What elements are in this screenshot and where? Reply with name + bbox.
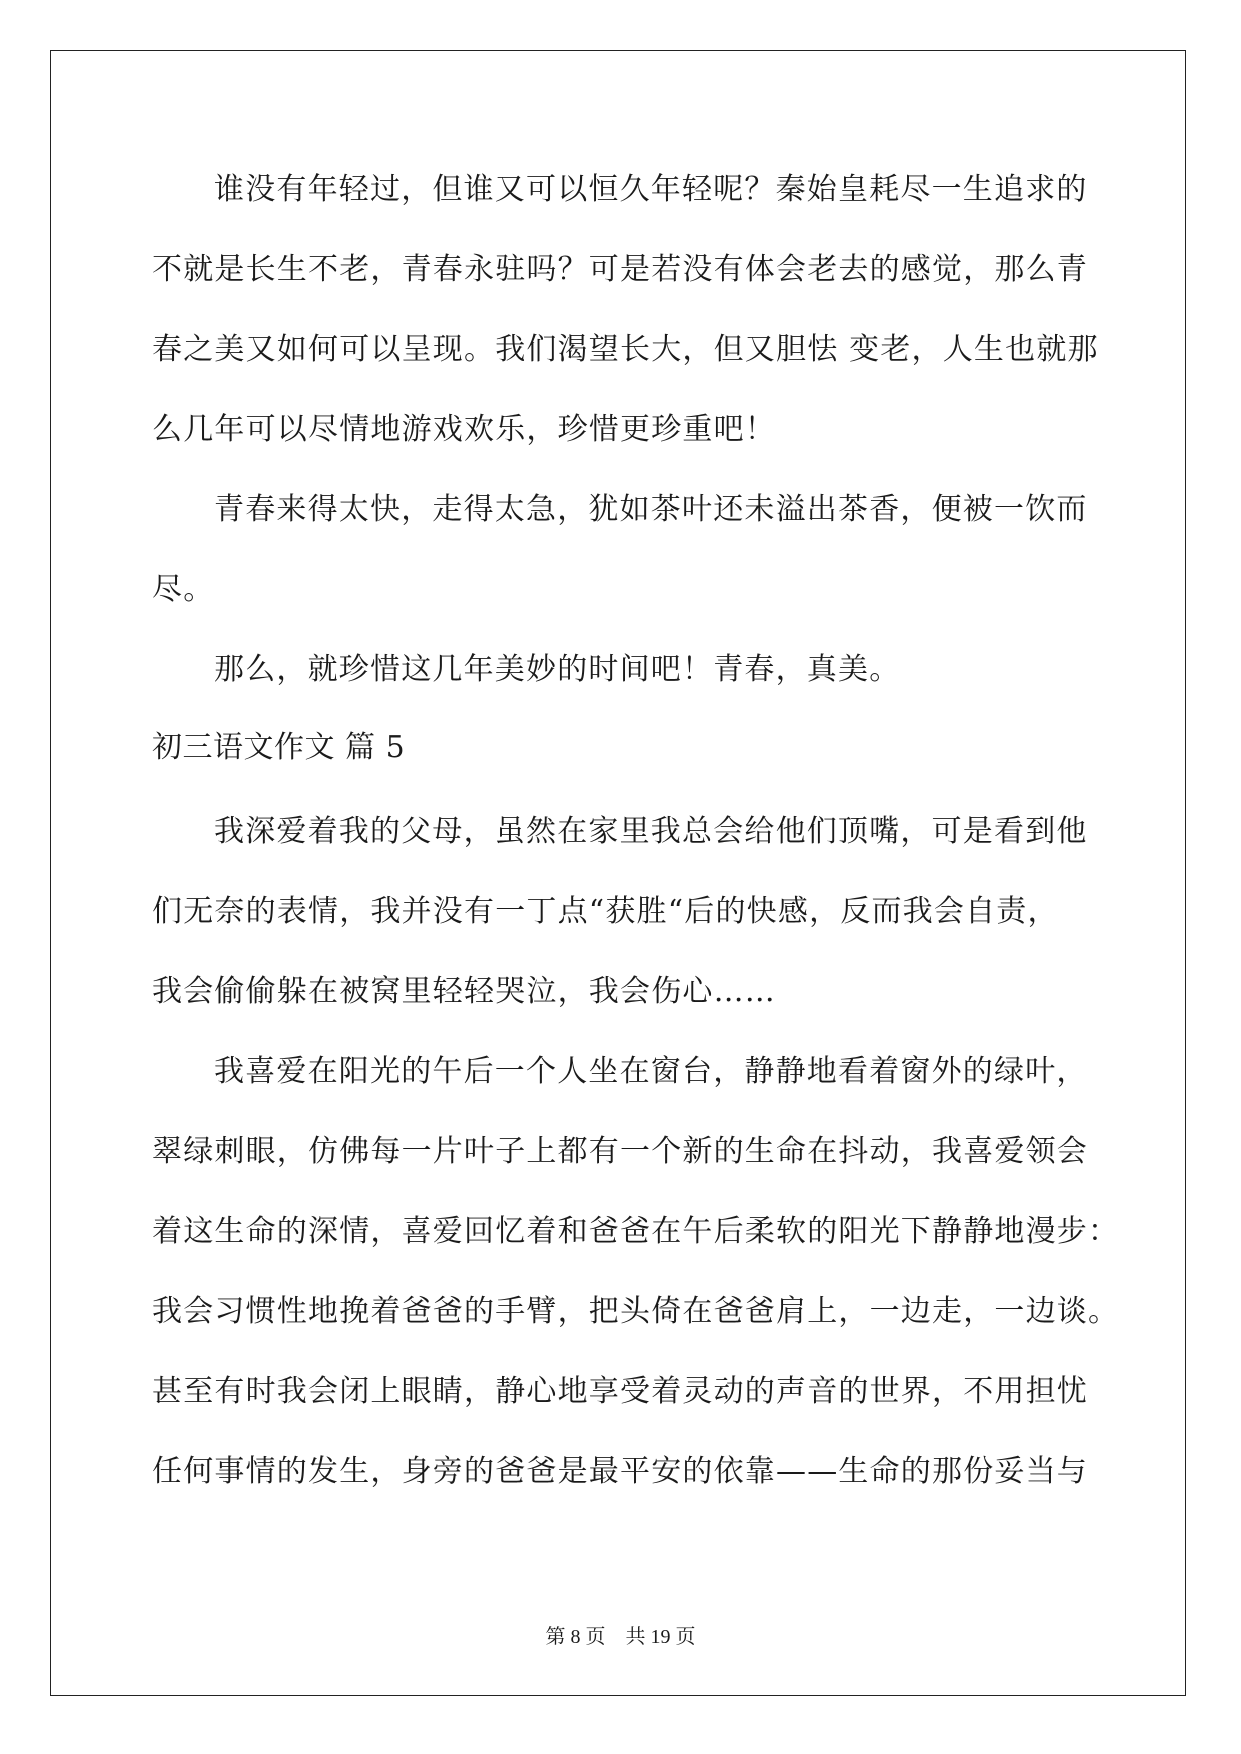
text-line: 么几年可以尽情地游戏欢乐，珍惜更珍重吧！	[152, 412, 776, 447]
page-border	[50, 50, 1186, 1696]
text-line: 翠绿刺眼，仿佛每一片叶子上都有一个新的生命在抖动，我喜爱领会	[152, 1134, 1088, 1169]
text-line: 我会习惯性地挽着爸爸的手臂，把头倚在爸爸肩上，一边走，一边谈。	[152, 1294, 1120, 1329]
text-line: 任何事情的发生，身旁的爸爸是最平安的依靠——生命的那份妥当与	[152, 1454, 1088, 1489]
text-line: 我深爱着我的父母，虽然在家里我总会给他们顶嘴，可是看到他	[214, 814, 1088, 849]
text-line: 不就是长生不老，青春永驻吗？可是若没有体会老去的感觉，那么青	[152, 252, 1088, 287]
text-line: 我喜爱在阳光的午后一个人坐在窗台，静静地看着窗外的绿叶，	[214, 1054, 1088, 1089]
text-line: 们无奈的表情，我并没有一丁点“获胜“后的快感，反而我会自责，	[152, 894, 1059, 929]
text-line: 那么，就珍惜这几年美妙的时间吧！青春，真美。	[214, 652, 901, 687]
text-line: 谁没有年轻过，但谁又可以恒久年轻呢？秦始皇耗尽一生追求的	[214, 172, 1088, 207]
section-heading: 初三语文作文 篇 5	[152, 730, 406, 765]
text-line: 我会偷偷躲在被窝里轻轻哭泣，我会伤心……	[152, 974, 776, 1009]
text-line: 甚至有时我会闭上眼睛，静心地享受着灵动的声音的世界，不用担忧	[152, 1374, 1088, 1409]
text-line: 着这生命的深情，喜爱回忆着和爸爸在午后柔软的阳光下静静地漫步：	[152, 1214, 1120, 1249]
text-line: 春之美又如何可以呈现。我们渴望长大，但又胆怯 变老，人生也就那	[152, 332, 1099, 367]
text-line: 尽。	[152, 572, 215, 607]
text-line: 青春来得太快，走得太急，犹如茶叶还未溢出茶香，便被一饮而	[214, 492, 1088, 527]
page-number-footer: 第 8 页 共 19 页	[545, 1626, 696, 1648]
